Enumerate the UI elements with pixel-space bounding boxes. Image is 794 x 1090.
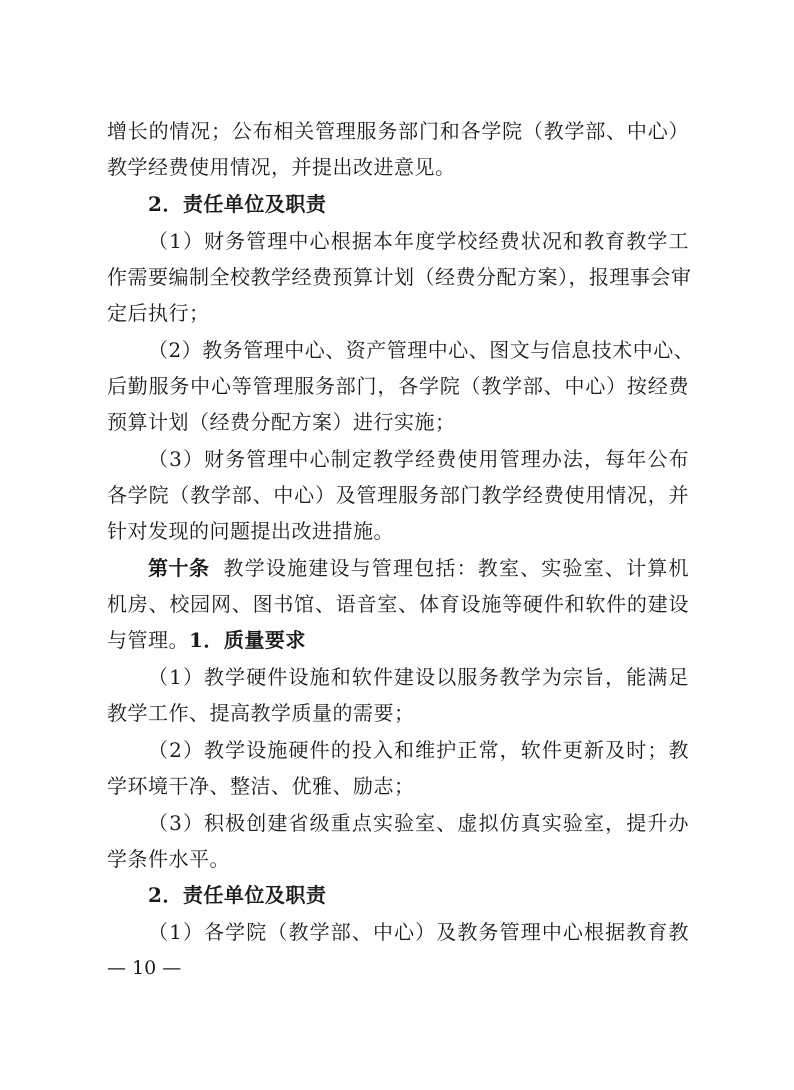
paragraph-line: 学环境干净、整洁、优雅、励志； xyxy=(107,774,415,798)
paragraph-line: 定后执行； xyxy=(107,301,210,325)
article-number: 第十条 xyxy=(148,556,210,580)
paragraph-line: 针对发现的问题提出改进措施。 xyxy=(107,519,394,543)
paragraph-line: 增长的情况；公布相关管理服务部门和各学院（教学部、中心） xyxy=(107,119,689,143)
paragraph-line: （2）教务管理中心、资产管理中心、图文与信息技术中心、 xyxy=(148,338,695,362)
paragraph-line: （3）财务管理中心制定教学经费使用管理办法，每年公布 xyxy=(148,447,689,471)
paragraph-line: 学条件水平。 xyxy=(107,847,230,871)
page-number: — 10 — xyxy=(107,957,182,979)
paragraph-line: 教学工作、提高教学质量的需要； xyxy=(107,701,415,725)
paragraph-text: 与管理。 xyxy=(107,628,189,652)
paragraph-line: （1）财务管理中心根据本年度学校经费状况和教育教学工 xyxy=(148,229,689,253)
paragraph-line: 预算计划（经费分配方案）进行实施； xyxy=(107,410,456,434)
paragraph-line: 教学经费使用情况，并提出改进意见。 xyxy=(107,155,456,179)
paragraph-line: （1）各学院（教学部、中心）及教务管理中心根据教育教 xyxy=(148,920,689,944)
section-heading: 1．质量要求 xyxy=(189,628,306,652)
paragraph-line: 后勤服务中心等管理服务部门，各学院（教学部、中心）按经费 xyxy=(107,374,689,398)
paragraph-line: 各学院（教学部、中心）及管理服务部门教学经费使用情况，并 xyxy=(107,483,689,507)
paragraph-line xyxy=(107,628,689,652)
paragraph-line: 作需要编制全校教学经费预算计划（经费分配方案），报理事会审 xyxy=(107,265,692,289)
paragraph-line: （3）积极创建省级重点实验室、虚拟仿真实验室，提升办 xyxy=(148,811,689,835)
paragraph-line: 机房、校园网、图书馆、语音室、体育设施等硬件和软件的建设 xyxy=(107,592,689,616)
article-text: 教学设施建设与管理包括：教室、实验室、计算机 xyxy=(223,556,689,580)
article-line xyxy=(148,556,689,580)
section-heading: 2．责任单位及职责 xyxy=(148,883,327,907)
paragraph-line: （1）教学硬件设施和软件建设以服务教学为宗旨，能满足 xyxy=(148,665,689,689)
section-heading: 2．责任单位及职责 xyxy=(148,192,327,216)
paragraph-line: （2）教学设施硬件的投入和维护正常，软件更新及时；教 xyxy=(148,738,689,762)
